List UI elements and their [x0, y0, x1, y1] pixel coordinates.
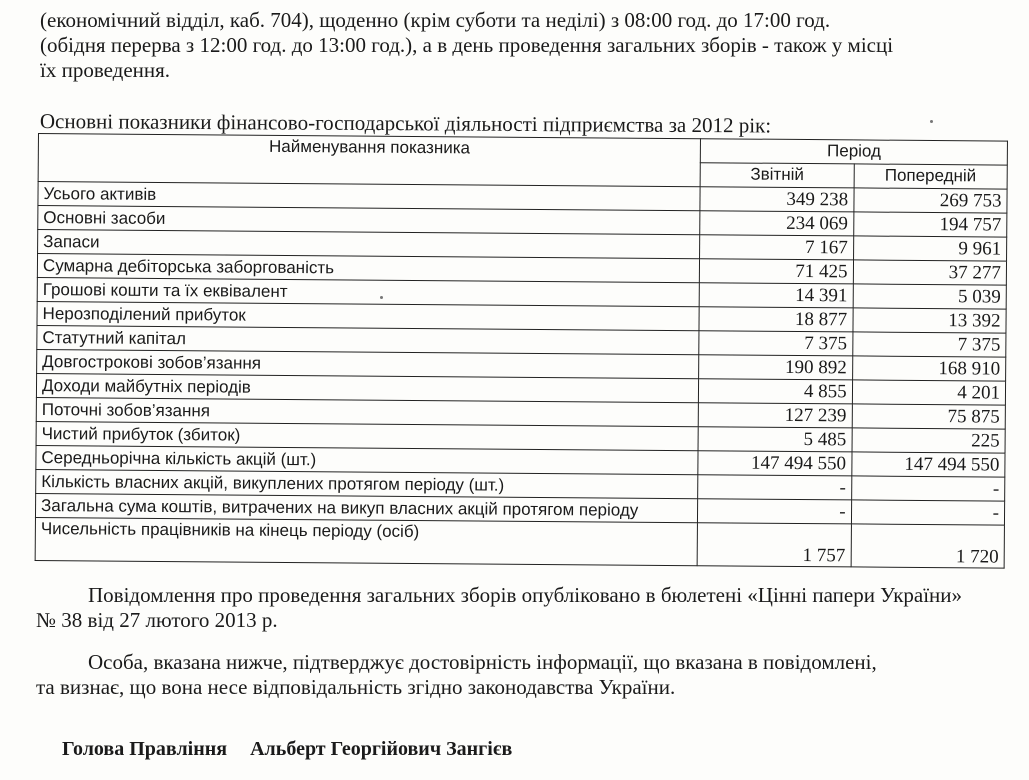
previous-value-cell: 37 277	[853, 260, 1007, 285]
header-indicator-name: Найменування показника	[38, 134, 701, 187]
indicators-table	[35, 133, 1008, 569]
intro-paragraph	[40, 8, 1015, 83]
previous-value-cell: 5 039	[853, 284, 1007, 309]
indicator-name-cell: Кількість власних акцій, викуплених протягом періоду (шт.)	[36, 469, 698, 498]
publication-paragraph	[36, 583, 1006, 633]
signature-role: Голова Правління	[62, 738, 228, 760]
indicator-name-cell: Довгострокові зобов’язання	[37, 349, 699, 378]
reporting-value-cell: 1 757	[697, 523, 851, 567]
intro-line-3: їх проведення.	[40, 58, 171, 82]
previous-value-cell: 13 392	[853, 308, 1007, 333]
scan-speck	[380, 296, 383, 299]
previous-value-cell: -	[851, 500, 1005, 525]
table-header-row	[38, 134, 1007, 166]
reporting-value-cell: 127 239	[698, 403, 852, 428]
previous-value-cell: 147 494 550	[851, 452, 1005, 477]
indicator-name-cell: Грошові кошти та їх еквівалент	[37, 277, 699, 306]
reporting-value-cell: 190 892	[699, 355, 853, 380]
indicator-name-cell: Нерозподілений прибуток	[37, 301, 699, 330]
reporting-value-cell: 147 494 550	[698, 451, 852, 476]
header-previous: Попередній	[854, 164, 1008, 189]
indicator-name-cell: Основні засоби	[38, 206, 700, 235]
reporting-value-cell: 4 855	[699, 379, 853, 404]
previous-value-cell: 225	[852, 428, 1006, 453]
indicator-name-cell: Чисельність працівників на кінець періоду (осіб)	[35, 517, 698, 565]
reporting-value-cell: -	[698, 475, 852, 500]
previous-value-cell: 269 753	[854, 188, 1008, 213]
indicator-name-cell: Статутний капітал	[37, 325, 699, 354]
indicator-name-cell: Сумарна дебіторська заборгованість	[37, 254, 699, 283]
reporting-value-cell: -	[698, 499, 852, 524]
reporting-value-cell: 349 238	[700, 187, 854, 212]
publication-line-2: № 38 від 27 лютого 2013 р.	[36, 608, 278, 632]
signature-name: Альберт Георгійович Зангієв	[250, 738, 513, 760]
previous-value-cell: 194 757	[853, 212, 1007, 237]
reporting-value-cell: 7 375	[699, 331, 853, 356]
indicator-name-cell: Загальна сума коштів, витрачених на викуп власних акцій протягом періоду	[35, 493, 697, 522]
reporting-value-cell: 18 877	[699, 307, 853, 332]
indicator-name-cell: Запаси	[38, 230, 700, 259]
intro-line-1: (економічний відділ, каб. 704), щоденно (крім суботи та неділі) з 08:00 год. до 17:00 год.	[40, 8, 831, 32]
publication-line-1: Повідомлення про проведення загальних зборів опубліковано в бюлетені «Цінні папери України»	[88, 583, 963, 607]
indicator-name-cell: Середньорічна кількість акцій (шт.)	[36, 445, 698, 474]
reporting-value-cell: 234 069	[700, 211, 854, 236]
indicator-name-cell: Усього активів	[38, 182, 700, 211]
previous-value-cell: 75 875	[852, 404, 1006, 429]
signature-block	[62, 738, 512, 761]
reporting-value-cell: 14 391	[699, 283, 853, 308]
header-period: Період	[701, 139, 1008, 165]
indicator-name-cell: Доходи майбутніх періодів	[36, 373, 698, 402]
header-reporting: Звітній	[700, 163, 854, 188]
previous-value-cell: 168 910	[852, 356, 1006, 381]
previous-value-cell: 9 961	[853, 236, 1007, 261]
table-title: Основні показники фінансово-господарської діяльності підприємства за 2012 рік:	[39, 108, 772, 138]
previous-value-cell: 1 720	[851, 524, 1005, 568]
indicators-table-wrap	[35, 133, 1011, 581]
previous-value-cell: 4 201	[852, 380, 1006, 405]
table-row	[35, 517, 1004, 568]
indicator-name-cell: Чистий прибуток (збиток)	[36, 421, 698, 450]
reporting-value-cell: 71 425	[700, 259, 854, 284]
table-body	[35, 182, 1007, 569]
scan-speck	[930, 120, 933, 123]
confirmation-paragraph	[36, 650, 1006, 700]
previous-value-cell: -	[851, 476, 1005, 501]
confirmation-line-2: та визнає, що вона несе відповідальність згідно законодавства України.	[36, 675, 676, 699]
intro-line-2: (обідня перерва з 12:00 год. до 13:00 год.), а в день проведення загальних зборів - також у місці	[40, 33, 894, 57]
previous-value-cell: 7 375	[852, 332, 1006, 357]
confirmation-line-1: Особа, вказана нижче, підтверджує достовірність інформації, що вказана в повідомлені,	[88, 650, 877, 674]
indicator-name-cell: Поточні зобов’язання	[36, 397, 698, 426]
reporting-value-cell: 5 485	[698, 427, 852, 452]
reporting-value-cell: 7 167	[700, 235, 854, 260]
